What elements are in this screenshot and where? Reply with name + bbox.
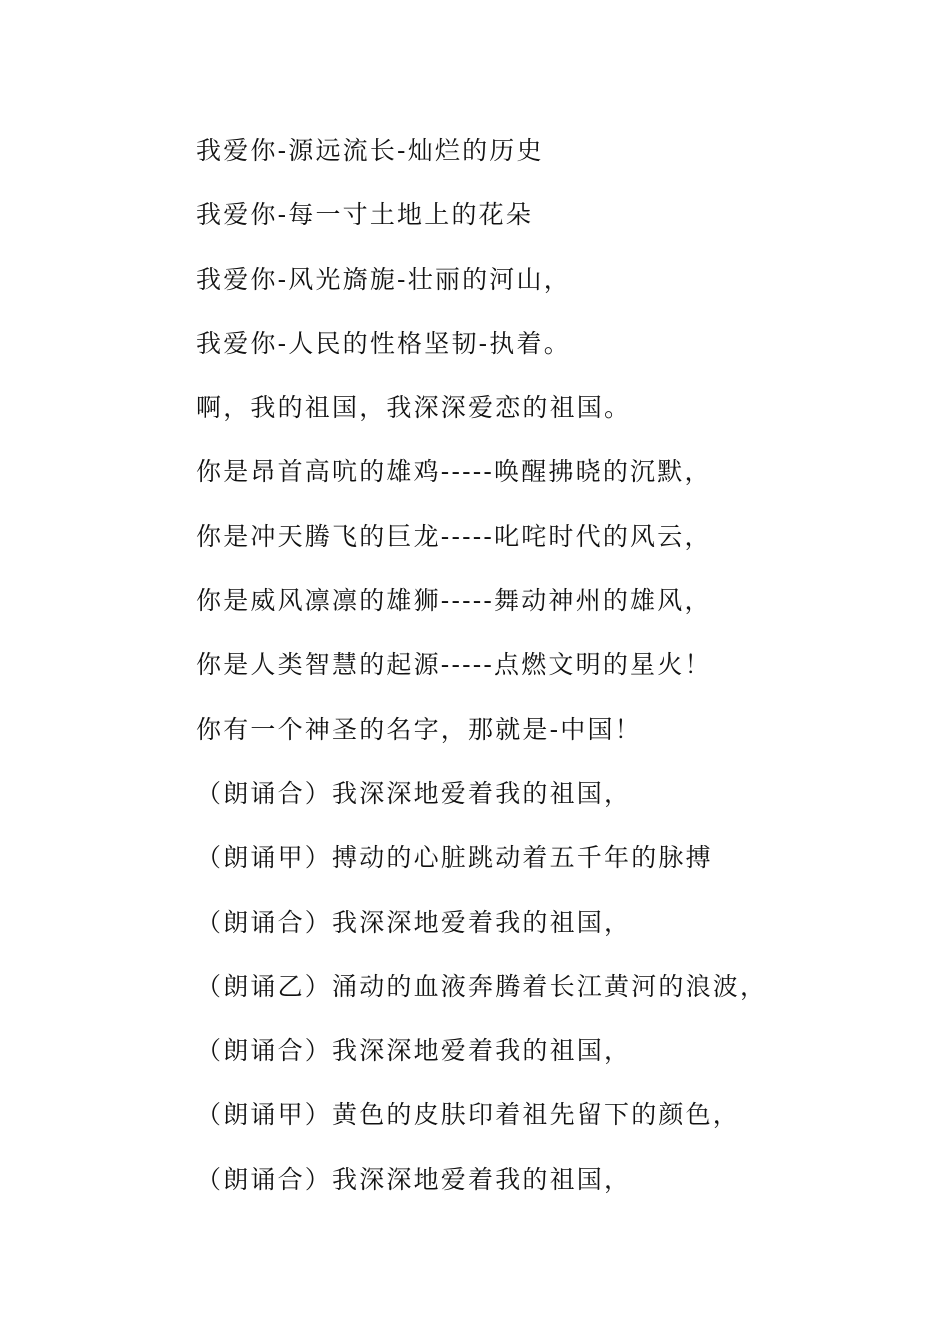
poem-line-7: 你是冲天腾飞的巨龙-----叱咤时代的风云，	[196, 521, 712, 551]
poem-line-16: （朗诵甲）黄色的皮肤印着祖先留下的颜色，	[196, 1100, 741, 1130]
poem-line-2: 我爱你-每一寸土地上的花朵	[196, 200, 534, 230]
poem-line-5: 啊，我的祖国，我深深爱恋的祖国。	[196, 393, 632, 423]
poem-line-12: （朗诵甲）搏动的心脏跳动着五千年的脉搏	[196, 843, 713, 873]
poem-line-1: 我爱你-源远流长-灿烂的历史	[196, 136, 544, 165]
poem-line-4: 我爱你-人民的性格坚韧-执着。	[196, 328, 571, 358]
poem-line-9: 你是人类智慧的起源-----点燃文明的星火！	[196, 650, 712, 680]
poem-line-17: （朗诵合）我深深地爱着我的祖国，	[196, 1164, 632, 1194]
poem-line-8: 你是威风凛凛的雄狮-----舞动神州的雄风，	[196, 586, 712, 616]
poem-line-13: （朗诵合）我深深地爱着我的祖国，	[196, 907, 632, 937]
poem-line-6: 你是昂首高吭的雄鸡-----唤醒拂晓的沉默，	[196, 457, 712, 487]
poem-line-11: （朗诵合）我深深地爱着我的祖国，	[196, 778, 632, 808]
poem-line-15: （朗诵合）我深深地爱着我的祖国，	[196, 1036, 632, 1066]
poem-line-14: （朗诵乙）涌动的血液奔腾着长江黄河的浪波，	[196, 971, 768, 1001]
poem-text	[196, 131, 896, 1224]
poem-line-10: 你有一个神圣的名字，那就是-中国！	[196, 714, 642, 744]
poem-line-3: 我爱你-风光旖旎-壮丽的河山，	[196, 264, 571, 294]
